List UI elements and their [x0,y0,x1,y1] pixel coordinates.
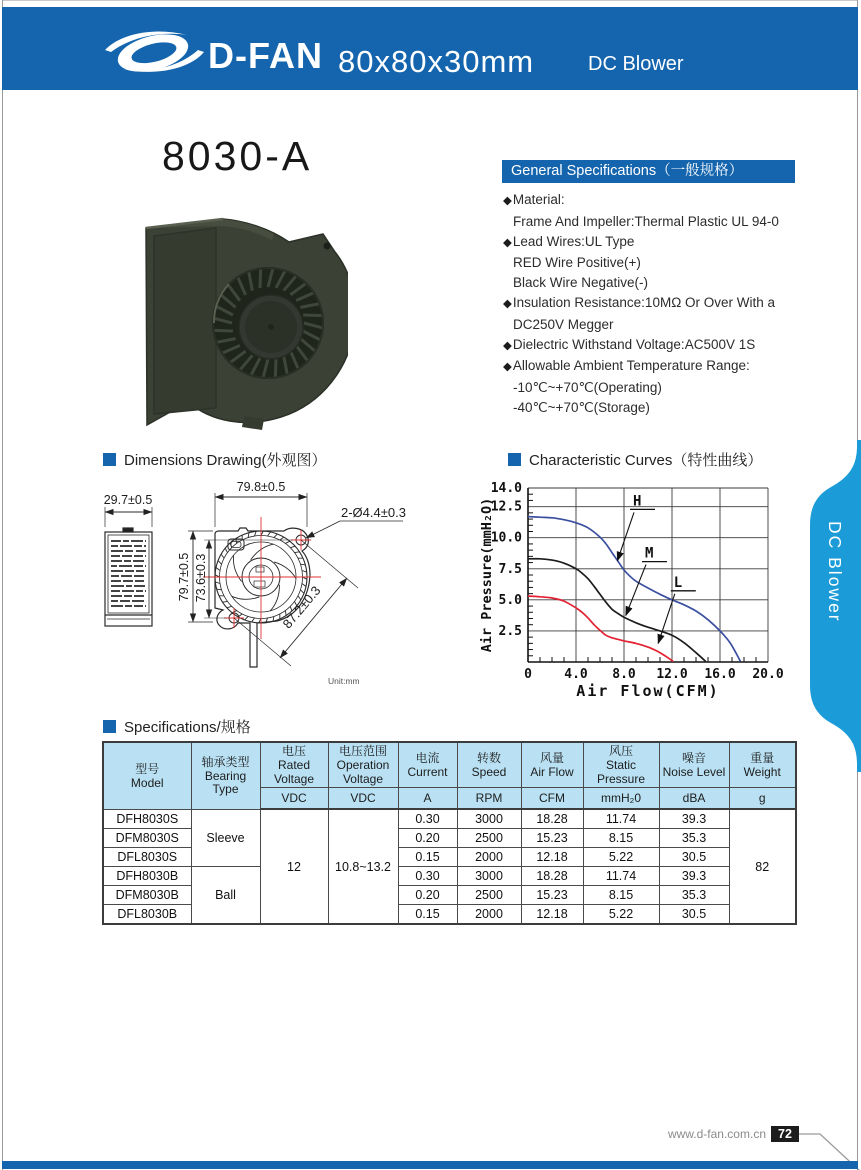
svg-text:16.0: 16.0 [704,667,736,682]
svg-text:14.0: 14.0 [490,481,522,496]
spec-cell: 0.15 [398,905,457,925]
spec-header-cell: 电压范围 Operation Voltage [328,742,398,788]
dimensions-drawing [88,477,478,705]
general-specs-heading: General Specifications（一般规格） [502,160,795,183]
spec-cell: 2500 [457,886,521,905]
section-square-icon [103,720,116,733]
spec-header-cell: 型号 Model [103,742,191,809]
spec-cell: 3000 [457,809,521,829]
svg-text:10.0: 10.0 [490,530,522,546]
spec-cell: 12.18 [521,848,583,867]
model-title: 8030-A [162,133,313,179]
svg-text:5.0: 5.0 [498,592,522,608]
spec-header-cell: 电压 Rated Voltage [260,742,328,788]
brand-name: D-FAN [208,35,323,76]
page-border-left [2,0,3,1170]
svg-text:4.0: 4.0 [564,667,588,682]
spec-unit-cell: RPM [457,788,521,810]
spec-cell: 11.74 [583,809,659,829]
svg-text:7.5: 7.5 [498,561,522,577]
diamond-bullet-icon: ◆ [503,361,512,374]
spec-item: Frame And Impeller:Thermal Plastic UL 94-0 [513,213,779,229]
spec-cell: 2500 [457,829,521,848]
dim-side-width: 29.7±0.5 [103,493,153,507]
svg-text:8.0: 8.0 [612,667,636,682]
curve-label-M: M [645,545,654,562]
section-square-icon [508,453,521,466]
product-photo [126,206,348,438]
spec-header-cell: 噪音 Noise Level [659,742,729,788]
spec-cell: 39.3 [659,809,729,829]
general-specs-list [503,190,833,418]
svg-text:Air Pressure(mmH₂O): Air Pressure(mmH₂O) [479,497,495,653]
spec-item: ◆Material: [503,192,565,207]
side-tab-label: DC Blower [825,521,845,623]
spec-item: ◆Lead Wires:UL Type [503,233,635,249]
spec-unit-cell: dBA [659,788,729,810]
svg-text:0: 0 [524,667,532,682]
specifications-table [102,741,797,925]
brand-logo-icon [101,28,209,74]
spec-cell: 12 [260,809,328,924]
diamond-bullet-icon: ◆ [503,195,512,207]
spec-cell: 35.3 [659,829,729,848]
spec-cell: 35.3 [659,886,729,905]
header-bar [2,7,858,90]
spec-item: RED Wire Positive(+) [513,255,641,271]
diamond-bullet-icon: ◆ [503,297,512,310]
spec-item: -10℃~+70℃(Operating) [513,380,662,396]
dim-holes: 2-Ø4.4±0.3 [341,505,406,520]
spec-cell: 15.23 [521,886,583,905]
footer-website: www.d-fan.com.cn [667,1127,766,1141]
page-number-badge: 72 [771,1126,799,1142]
spec-cell: 30.5 [659,905,729,925]
spec-cell: Ball [191,867,260,925]
ear-screw-hole [324,243,331,250]
spec-unit-cell: mmH₂0 [583,788,659,810]
svg-text:12.5: 12.5 [490,499,522,515]
table-row [103,867,796,886]
spec-cell: 0.20 [398,886,457,905]
spec-unit-cell: VDC [328,788,398,810]
spec-cell: 2000 [457,905,521,925]
dim-front-height: 79.7±0.5 [177,552,191,602]
spec-cell: 12.18 [521,905,583,925]
spec-cell: 18.28 [521,809,583,829]
side-view [105,507,152,626]
spec-header-cell: 转数 Speed [457,742,521,788]
spec-cell: 0.20 [398,829,457,848]
bottom-bar [2,1161,858,1169]
spec-cell: Sleeve [191,809,260,867]
spec-cell: 0.30 [398,809,457,829]
spec-cell: 82 [729,809,796,924]
spec-cell: DFH8030B [103,867,191,886]
header-category: DC Blower [588,53,684,75]
table-row [103,809,796,829]
spec-cell: DFH8030S [103,809,191,829]
spec-cell: 2000 [457,848,521,867]
spec-header-cell: 电流 Current [398,742,457,788]
spec-cell: 10.8~13.2 [328,809,398,924]
dim-diagonal: 87.2±0.3 [279,582,324,632]
spec-cell: 11.74 [583,867,659,886]
section-square-icon [103,453,116,466]
spec-unit-cell: A [398,788,457,810]
diamond-bullet-icon: ◆ [503,236,512,249]
spec-unit-cell: g [729,788,796,810]
svg-text:2.5: 2.5 [498,623,522,639]
section-header-curves: Characteristic Curves（特性曲线） [508,449,762,470]
spec-cell: 30.5 [659,848,729,867]
dim-hole-pitch: 73.6±0.3 [194,553,208,603]
dim-front-width: 79.8±0.5 [236,480,286,494]
spec-header-cell: 轴承类型 Bearing Type [191,742,260,809]
spec-cell: DFM8030S [103,829,191,848]
diamond-bullet-icon: ◆ [503,339,512,352]
spec-item: ◆Allowable Ambient Temperature Range: [503,358,750,374]
spec-cell: 3000 [457,867,521,886]
svg-text:12.0: 12.0 [656,667,688,682]
spec-cell: 0.30 [398,867,457,886]
spec-cell: 5.22 [583,848,659,867]
svg-text:Air Flow(CFM): Air Flow(CFM) [576,682,720,700]
spec-cell: 0.15 [398,848,457,867]
spec-cell: 8.15 [583,886,659,905]
spec-cell: 8.15 [583,829,659,848]
header-size-title: 80x80x30mm [338,44,535,79]
characteristic-curves-chart [478,466,800,704]
curve-label-H: H [633,493,642,510]
spec-unit-cell: CFM [521,788,583,810]
spec-header-cell: 风压 Static Pressure [583,742,659,788]
spec-item: -40℃~+70℃(Storage) [513,399,650,415]
spec-header-cell: 风量 Air Flow [521,742,583,788]
dim-unit: Unit:mm [328,676,360,686]
page-border-top [2,0,858,1]
spec-header-cell: 重量 Weight [729,742,796,788]
spec-cell: 15.23 [521,829,583,848]
spec-cell: DFM8030B [103,886,191,905]
curve-H [528,517,740,662]
curve-label-L: L [673,574,683,591]
spec-unit-cell: VDC [260,788,328,810]
spec-item: DC250V Megger [513,316,614,332]
spec-cell: 18.28 [521,867,583,886]
section-header-specifications: Specifications/规格 [103,716,251,737]
spec-item: Black Wire Negative(-) [513,275,649,291]
spec-item: ◆Insulation Resistance:10MΩ Or Over With a [503,294,776,310]
section-header-dimensions: Dimensions Drawing(外观图） [103,449,327,470]
spec-cell: DFL8030B [103,905,191,925]
spec-cell: 5.22 [583,905,659,925]
spec-cell: 39.3 [659,867,729,886]
spec-item: ◆Dielectric Withstand Voltage:AC500V 1S [503,336,756,352]
svg-text:20.0: 20.0 [752,667,784,682]
spec-cell: DFL8030S [103,848,191,867]
